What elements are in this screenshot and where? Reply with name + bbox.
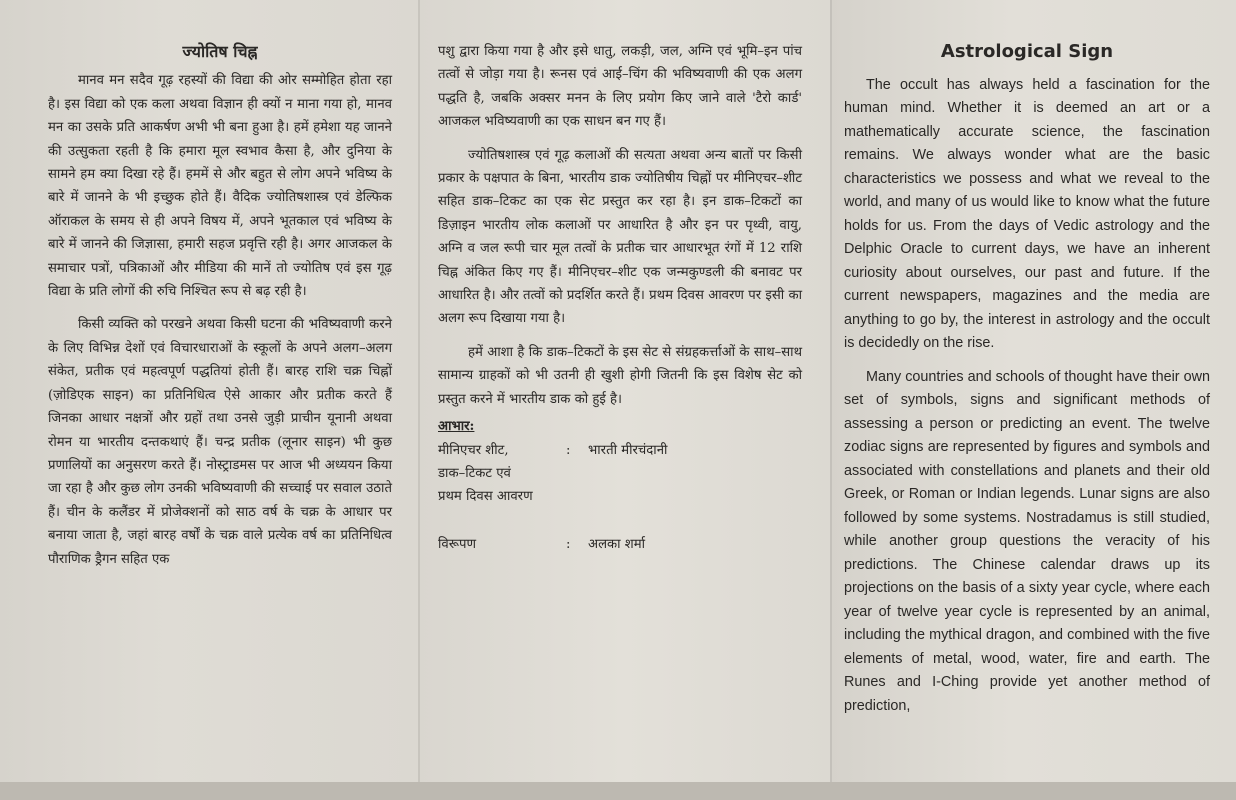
hindi-paragraph: मानव मन सदैव गूढ़ रहस्यों की विद्या की ओर सम्मोहित होता रहा है। इस विद्या को एक कला अथवा विज्ञान ही क्यों न माना गया हो, मानव मन का उसके प्रति आकर्षण अभी भी बना हुआ है। हमें हमेशा यह जानने की उत्सुकता रहती है कि हमारा मूल स्वभाव कैसा है, और दुनिया के सामने हम क्या दिखा रहे हैं। हममें से और बहुत से लोग अपने भविष्य के बारे में जानने के भी इच्छुक होते हैं। वैदिक ज्योतिषशास्त्र एवं डेल्फिक ऑराकल के समय से ही अपने विषय में, अपने भूतकाल एवं भविष्य के बारे में जानने की जिज्ञासा, हमारी सहज प्रवृत्ति रही है। अगर आजकल के समाचार पत्रों, पत्रिकाओं और मीडिया की मानें तो ज्योतिष एवं इस गूढ़ विद्या के प्रति लोगों की रुचि निश्चित रूप से बढ़ रही है।: [48, 73, 393, 300]
english-column: [844, 40, 1210, 718]
hindi-column-middle: [438, 40, 802, 556]
credit-row: [438, 462, 802, 485]
credit-row: [438, 439, 802, 462]
acknowledgement-heading: आभार:: [438, 419, 475, 435]
hindi-paragraph: किसी व्यक्ति को परखने अथवा किसी घटना की भविष्यवाणी करने के लिए विभिन्न देशों एवं विचारधाराओं के स्कूलों के अपने अलग–अलग संकेत, प्रतीक एवं महत्वपूर्ण पद्धतियां होती हैं। बारह राशि चक्र चिह्नों (ज़ोडिएक साइन) का प्रतिनिधित्व ऐसे आकार और प्रतीक करते हैं जिनका आधार नक्षत्रों और ग्रहों तथा उनसे जुड़ी प्राचीन यूनानी अथवा रोमन या भारतीय दन्तकथाएं हैं। चन्द्र प्रतीक (लूनार साइन) भी कुछ प्रणालियों का अनुसरण करते हैं। नोस्ट्राडमस पर आज भी अध्ययन किया जा रहा है और कुछ लोग उनकी भविष्यवाणी की सच्चाई पर सवाल उठाते हैं। चीन के कलैंडर में प्रोजेक्शनों को साठ वर्ष के चक्र के आधार पर बनाया जाता है, जहां बारह वर्षों के चक्र वाले प्रत्येक वर्ष का प्रतिनिधित्व पौराणिक ड्रैगन सहित एक: [48, 317, 392, 567]
hindi-title: ज्योतिष चिह्न: [182, 42, 258, 61]
english-paragraph: The occult has always held a fascination for the human mind. Whether it is deemed an art or a mathematically accurate science, the fascination remains. We always wonder what are the basic characteristics we possess and what we reveal to the world, and many of us would like to know what the future holds for us. From the days of Vedic astrology and the Delphic Oracle to current days, we have an inherent curiosity about ourselves, our past and future. If the current newspapers, magazines and the media are anything to go by, the interest in astrology and the occult is decidedly on the rise.: [844, 76, 1210, 351]
credit-label: प्रथम दिवस आवरण: [438, 489, 533, 505]
fold-line: [418, 0, 420, 790]
credit-row: [438, 533, 802, 556]
credit-label: मीनिएचर शीट,: [438, 442, 509, 458]
hindi-paragraph: ज्योतिषशास्त्र एवं गूढ़ कलाओं की सत्यता अथवा अन्य बातों पर किसी प्रकार के पक्षपात के बिना, भारतीय डाक ज्योतिषीय चिह्नों पर मीनिएचर–शीट सहित डाक–टिकट का एक सेट प्रस्तुत कर रहा है। इन डाक–टिकटों का डिज़ाइन भारतीय लोक कलाओं पर आधारित है और इन पर पृथ्वी, वायु, अग्नि व जल रूपी चार मूल तत्वों के प्रतीक चार आधारभूत रंगों में 12 राशि चिह्न अंकित किए गए हैं। मीनिएचर–शीट एक जन्मकुण्डली की बनावट पर आधारित है। और तत्वों को प्रदर्शित करते हैं। प्रथम दिवस आवरण पर इसी का अलग रूप दिखाया गया है।: [438, 147, 802, 327]
hindi-paragraph: हमें आशा है कि डाक–टिकटों के इस सेट से संग्रहकर्त्ताओं के साथ–साथ सामान्य ग्राहकों को भी उतनी ही खुशी होगी जितनी कि इस विशेष सेट को प्रस्तुत करने में भारतीय डाक को हुई है।: [438, 344, 802, 407]
credit-colon: :: [566, 536, 571, 552]
hindi-paragraph: पशु द्वारा किया गया है और इसे धातु, लकड़ी, जल, अग्नि एवं भूमि–इन पांच तत्वों से जोड़ा गया है। रूनस एवं आई–चिंग की भविष्यवाणी की एक अलग पद्धति है, जबकि अक्सर मनन के लिए प्रयोग किए जाने वाले 'टैरो कार्ड' आजकल भविष्यवाणी का एक साधन बन गए हैं।: [438, 44, 802, 130]
table-surface: [0, 782, 1236, 800]
credit-label: डाक–टिकट एवं: [438, 465, 511, 481]
english-paragraph: Many countries and schools of thought have their own set of symbols, signs and significant methods of assessing a person or predicting an event. The twelve zodiac signs are represented by figures and symbols and associated with constellations and planets and their old Greek, or Roman or Indian legends. Lunar signs are also followed by some systems. Nostradamus is still studied, while another group questions the veracity of his predictions. The Chinese calendar draws up its projections on the basis of a sixty year cycle, where each year of twelve year cycle is represented by an animal, including the mythical dragon, and combined with the five elements of metal, wood, water, fire and earth. The Runes and I-Ching provide yet another method of prediction,: [844, 368, 1210, 714]
english-title: Astrological Sign: [940, 41, 1114, 62]
credit-row: [438, 485, 802, 508]
credit-value: अलका शर्मा: [588, 536, 646, 552]
fold-line: [830, 0, 832, 790]
hindi-column-left: [48, 40, 392, 571]
credit-label: विरूपण: [438, 536, 477, 552]
credit-value: भारती मीरचंदानी: [588, 442, 668, 458]
credit-colon: :: [566, 442, 571, 458]
